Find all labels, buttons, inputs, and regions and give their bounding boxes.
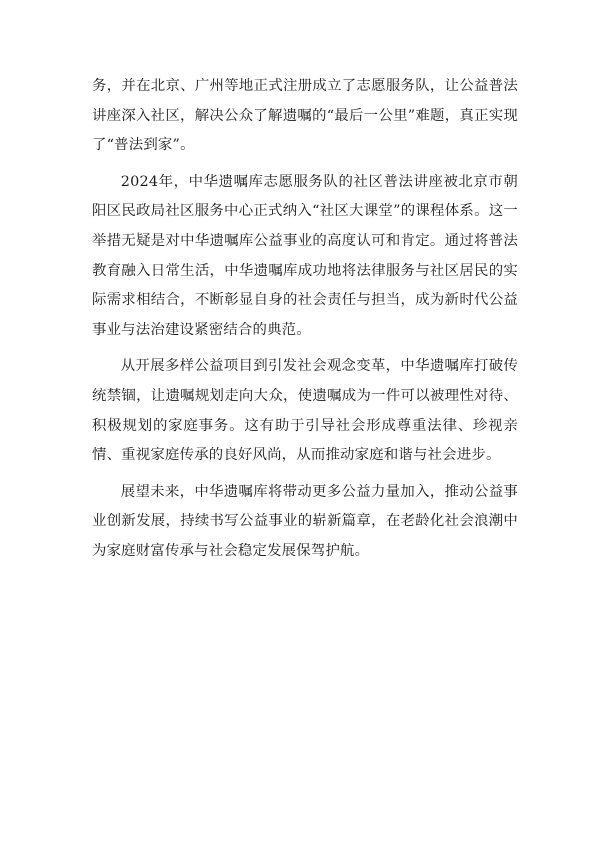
paragraph-social-change: 从开展多样公益项目到引发社会观念变革，中华遗嘱库打破传统禁锢，让遗嘱规划走向大众，使遗嘱成为一件可以被理性对待、积极规划的家庭事务。这有助于引导社会形成尊重法律、珍视亲情、重视家庭传承的良好风尚，从而推动家庭和谐与社会进步。 [92, 358, 518, 464]
document-body [92, 72, 518, 574]
paragraph-2024-lecture: 2024年，中华遗嘱库志愿服务队的社区普法讲座被北京市朝阳区民政局社区服务中心正式纳入“社区大课堂”的课程体系。这一举措无疑是对中华遗嘱库公益事业的高度认可和肯定。通过将普法教育融入日常生活，中华遗嘱库成功地将法律服务与社区居民的实际需求相结合，不断彰显自身的社会责任与担当，成为新时代公益事业与法治建设紧密结合的典范。 [92, 173, 518, 338]
paragraph-continuation: 务，并在北京、广州等地正式注册成立了志愿服务队，让公益普法讲座深入社区，解决公众了解遗嘱的“最后一公里”难题，真正实现了“普法到家”。 [92, 78, 518, 154]
paragraph-outlook: 展望未来，中华遗嘱库将带动更多公益力量加入，推动公益事业创新发展，持续书写公益事业的崭新篇章，在老龄化社会浪潮中为家庭财富传承与社会稳定发展保驾护航。 [92, 483, 518, 559]
